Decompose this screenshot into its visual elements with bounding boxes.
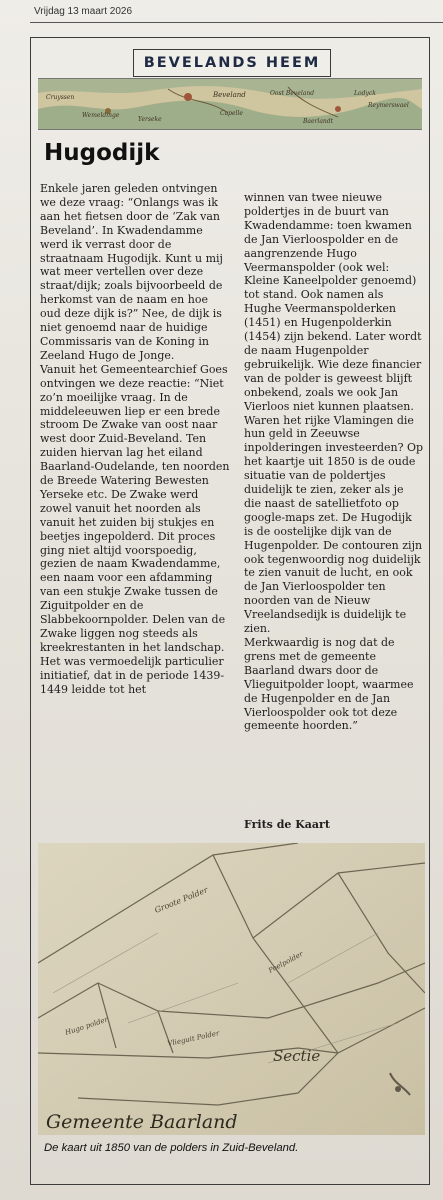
author-byline: Frits de Kaart xyxy=(244,818,330,831)
map-caption: De kaart uit 1850 van de polders in Zuid-Beveland. xyxy=(44,1142,299,1154)
banner-place-9: Baerlandt xyxy=(303,118,334,125)
banner-place-7: Lodyck xyxy=(354,90,376,97)
paragraph: Merkwaardig is nog dat de grens met de gemeente Baarland dwars door de Vlieguitpolder loopt, waarmee de Hugenpolder en de Jan Vierloospolder ook tot deze gemeente hoorden.” xyxy=(244,636,414,733)
article-headline: Hugodijk xyxy=(44,140,160,166)
banner-place-6: Oost Beveland xyxy=(270,90,315,97)
paragraph: Enkele jaren geleden ontvingen we deze vraag: “Onlangs was ik aan het fietsen door de ‘Zak van Beveland’. In Kwadendamme werd ik verrast door de straatnaam Hugodijk. Kunt u mij wat meer vertellen over deze straat/dijk; zoals bijvoorbeeld de herkomst van de naam en hoe oud deze dijk is?” Nee, de dijk is niet genoemd naar de huidige Commissaris van de Koning in Zeeland Hugo de Jonge. xyxy=(40,182,223,362)
banner-place-8: Reymerswael xyxy=(368,102,409,109)
polder-map-drawing xyxy=(38,843,425,1135)
article-column-right xyxy=(244,191,424,733)
section-header xyxy=(133,49,331,77)
paragraph: Het was vermoedelijk particulier initiatief, dat in de periode 1439-1449 leidde tot het xyxy=(40,654,225,696)
historic-map-1850 xyxy=(38,843,425,1135)
banner-place-1: Cruyssen xyxy=(46,94,75,101)
paragraph: Vanuit het Gemeentearchief Goes ontvingen we deze reactie: “Niet zo’n moeilijke vraag. In de middeleeuwen liep er een brede stroom De Zwake van oost naar west door Zuid-Beveland. Ten zuiden hiervan lag het eiland Baarland-Oudelande, ten noorden de Breede Watering Bewesten Yerseke etc. De Zwake werd zowel vanuit het noorden als vanuit het zuiden bij stukjes en beetjes ingepolderd. Dit proces ging niet altijd voorspoedig, gezien de naam Kwadendamme, een naam voor een afdamming van een stukje Zwake tussen de Ziguitpolder en de Slabbekoornpolder. Delen van de Zwake liggen nog steeds als kreekrestanten in het landschap. xyxy=(40,362,230,654)
banner-place-3: Yerseke xyxy=(138,116,162,123)
svg-text:Groote Polder: Groote Polder xyxy=(153,885,210,915)
svg-text:Poelpolder: Poelpolder xyxy=(267,949,305,975)
svg-text:Hugo polder: Hugo polder xyxy=(64,1015,109,1037)
paragraph: Waren het rijke Vlamingen die hun geld in Zeeuwse inpolderingen investeerden? Op het kaartje uit 1850 is de oude situatie van de poldertjes duidelijk te zien, zeker als je die naast de satellietfoto op google-maps zet. De Hugodijk is de oostelijke dijk van de Hugenpolder. De contouren zijn ook tegenwoordig nog duidelijk te zien vanuit de lucht, en ook de Jan Vierloospolder ten noorden van de Nieuw Vreelandsedijk is duidelijk te zien. xyxy=(244,413,424,636)
banner-place-2: Wemeldinge xyxy=(82,112,120,119)
svg-text:Vlieguit Polder: Vlieguit Polder xyxy=(166,1029,221,1048)
banner-map-image xyxy=(38,78,422,130)
banner-place-4: Beveland xyxy=(213,91,246,99)
article-column-left xyxy=(40,182,230,697)
dateline: Vrijdag 13 maart 2026 xyxy=(34,6,133,17)
section-title: BEVELANDS HEEM xyxy=(143,55,321,71)
banner-place-5: Capelle xyxy=(220,110,243,117)
top-divider xyxy=(30,22,443,23)
map-label-sectie: Sectie xyxy=(273,1047,321,1065)
paragraph: winnen van twee nieuwe poldertjes in de buurt van Kwadendamme: toen kwamen de Jan Vierloospolder en de aangrenzende Hugo Veermanspolder (ook wel: Kleine Kaneelpolder genoemd) tot stand. Ook namen als Hughe Veermanspolderken (1451) en Hugenpolderkin (1454) zijn bekend. Later wordt de naam Hugenpolder gebruikelijk. Wie deze financier van de polder is geweest blijft onbekend, zoals we ook Jan Vierloos niet kunnen plaatsen. xyxy=(244,191,422,413)
old-map-illustration xyxy=(38,79,422,129)
map-handwriting: Gemeente Baarland xyxy=(46,1111,238,1133)
